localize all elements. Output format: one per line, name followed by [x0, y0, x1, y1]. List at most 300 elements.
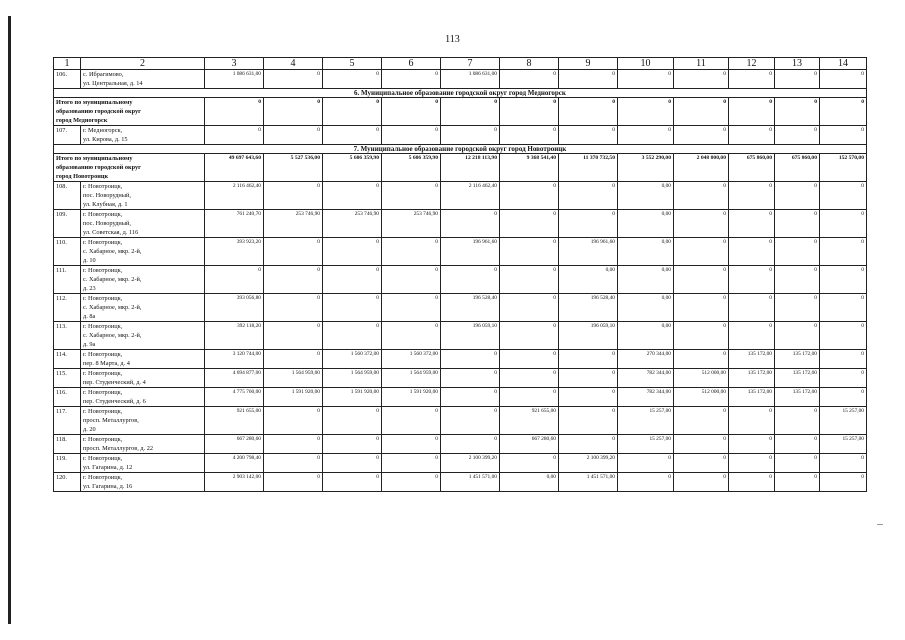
value-cell: 0 [820, 210, 867, 238]
column-header: 11 [674, 58, 729, 70]
page-number: 113 [445, 34, 460, 45]
row-number: 110. [54, 238, 81, 266]
value-cell: 0 [323, 238, 382, 266]
value-cell: 1 451 571,00 [441, 473, 500, 492]
value-cell: 2 100 399,20 [559, 454, 618, 473]
column-header: 1 [54, 58, 81, 70]
address-line: г. Новотроицк, [83, 323, 123, 330]
value-cell: 0 [500, 210, 559, 238]
value-cell: 0 [500, 98, 559, 126]
table-row [54, 294, 867, 322]
column-header: 3 [205, 58, 264, 70]
value-cell: 0,00 [618, 294, 674, 322]
value-cell: 0 [500, 182, 559, 210]
table-row [54, 210, 867, 238]
row-number: 116. [54, 388, 81, 407]
value-cell: 0 [674, 473, 729, 492]
address-line: с. Ибрагимово, [83, 71, 124, 78]
column-header: 14 [820, 58, 867, 70]
value-cell: 270 344,00 [618, 350, 674, 369]
value-cell: 0 [775, 98, 820, 126]
value-cell: 0 [674, 266, 729, 294]
value-cell: 0 [500, 126, 559, 145]
total-label-line: город Новотроицк [56, 173, 109, 180]
value-cell: 0 [264, 473, 323, 492]
column-header: 6 [382, 58, 441, 70]
row-number: 114. [54, 350, 81, 369]
value-cell: 0 [674, 435, 729, 454]
table-row [54, 266, 867, 294]
address-line: с. Хабарное, мкр. 2-й, [83, 248, 142, 255]
value-cell: 0 [820, 182, 867, 210]
value-cell: 0 [500, 369, 559, 388]
value-cell: 0 [820, 473, 867, 492]
value-cell: 0 [729, 407, 775, 435]
address-line: ул. Кирова, д. 15 [83, 136, 128, 143]
address-line: пос. Новорудный, [83, 192, 131, 199]
address-line: г. Новотроицк, [83, 389, 123, 396]
value-cell: 0 [674, 70, 729, 89]
value-cell: 1 591 920,00 [323, 388, 382, 407]
value-cell: 667 280,60 [205, 435, 264, 454]
address-line: г. Новотроицк, [83, 370, 123, 377]
value-cell: 2 100 399,20 [441, 454, 500, 473]
margin-mark [877, 524, 883, 525]
address-line: г. Новотроицк, [83, 295, 123, 302]
section-title: 7. Муниципальное образование городской округ город Новотроицк [54, 145, 867, 154]
table-row [54, 350, 867, 369]
value-cell: 0 [264, 182, 323, 210]
value-cell: 253 746,90 [264, 210, 323, 238]
address-line: с. Хабарное, мкр. 2-й, [83, 332, 142, 339]
section-row [54, 145, 867, 154]
value-cell: 5 606 359,90 [382, 154, 441, 182]
value-cell: 0 [382, 294, 441, 322]
value-cell: 0 [500, 238, 559, 266]
value-cell: 0 [264, 407, 323, 435]
value-cell: 1 564 959,00 [264, 369, 323, 388]
address-cell [81, 369, 205, 388]
address-line: д. 10 [83, 257, 96, 264]
address-line: ул. Клубная, д. 1 [83, 201, 128, 208]
value-cell: 0 [820, 70, 867, 89]
page-margin-bar [8, 16, 11, 624]
value-cell: 0 [500, 350, 559, 369]
value-cell: 0 [729, 266, 775, 294]
value-cell: 0 [382, 182, 441, 210]
value-cell: 0 [775, 70, 820, 89]
value-cell: 5 606 359,90 [323, 154, 382, 182]
value-cell: 921 655,00 [500, 407, 559, 435]
value-cell: 0 [264, 126, 323, 145]
column-header: 8 [500, 58, 559, 70]
value-cell: 0 [674, 126, 729, 145]
value-cell: 0 [559, 350, 618, 369]
address-line: д. 20 [83, 426, 96, 433]
column-header: 13 [775, 58, 820, 70]
address-line: пер. Студенческий, д. 6 [83, 398, 146, 405]
table-row [54, 322, 867, 350]
row-number: 108. [54, 182, 81, 210]
value-cell: 0 [559, 388, 618, 407]
value-cell: 1 560 372,00 [382, 350, 441, 369]
value-cell: 393 923,20 [205, 238, 264, 266]
value-cell: 782 344,00 [618, 369, 674, 388]
value-cell: 0 [500, 322, 559, 350]
value-cell: 0 [323, 454, 382, 473]
table-row [54, 454, 867, 473]
value-cell: 15 257,00 [618, 407, 674, 435]
value-cell: 0 [441, 407, 500, 435]
value-cell: 0 [500, 388, 559, 407]
value-cell: 393 056,80 [205, 294, 264, 322]
value-cell: 0 [820, 350, 867, 369]
value-cell: 0 [775, 454, 820, 473]
address-line: д. 23 [83, 285, 96, 292]
value-cell: 0 [500, 454, 559, 473]
value-cell: 0,00 [618, 182, 674, 210]
table-row [54, 369, 867, 388]
value-cell: 15 257,00 [820, 435, 867, 454]
value-cell: 0 [264, 350, 323, 369]
row-number: 120. [54, 473, 81, 492]
address-cell [81, 350, 205, 369]
value-cell: 0 [729, 473, 775, 492]
value-cell: 0,00 [559, 266, 618, 294]
value-cell: 0 [323, 294, 382, 322]
value-cell: 0 [729, 454, 775, 473]
total-row [54, 98, 867, 126]
value-cell: 9 368 541,40 [500, 154, 559, 182]
value-cell: 0 [205, 98, 264, 126]
value-cell: 0 [382, 407, 441, 435]
address-line: г. Новотроицк, [83, 436, 123, 443]
column-header: 2 [81, 58, 205, 70]
column-header: 10 [618, 58, 674, 70]
value-cell: 0 [323, 70, 382, 89]
table-body [54, 58, 867, 492]
address-cell [81, 182, 205, 210]
address-line: с. Хабарное, мкр. 2-й, [83, 304, 142, 311]
total-label [54, 98, 205, 126]
value-cell: 0 [500, 266, 559, 294]
value-cell: 0 [382, 435, 441, 454]
table-row [54, 473, 867, 492]
value-cell: 0,00 [500, 473, 559, 492]
value-cell: 4 775 760,00 [205, 388, 264, 407]
value-cell: 0 [323, 322, 382, 350]
value-cell: 0 [618, 98, 674, 126]
table-row [54, 70, 867, 89]
address-cell [81, 454, 205, 473]
value-cell: 1 086 631,00 [205, 70, 264, 89]
address-line: г. Новотроицк, [83, 211, 123, 218]
value-cell: 0 [618, 70, 674, 89]
value-cell: 0 [441, 388, 500, 407]
value-cell: 0 [674, 454, 729, 473]
address-line: просп. Металлургов, [83, 417, 139, 424]
value-cell: 135 172,00 [775, 369, 820, 388]
value-cell: 0 [205, 126, 264, 145]
value-cell: 0 [500, 70, 559, 89]
value-cell: 0 [264, 294, 323, 322]
value-cell: 152 570,00 [820, 154, 867, 182]
value-cell: 0 [820, 266, 867, 294]
value-cell: 0,00 [618, 210, 674, 238]
value-cell: 12 218 113,90 [441, 154, 500, 182]
table-row [54, 388, 867, 407]
row-number: 112. [54, 294, 81, 322]
value-cell: 0 [323, 266, 382, 294]
value-cell: 0 [729, 98, 775, 126]
address-line: г. Новотроицк, [83, 351, 123, 358]
column-header: 12 [729, 58, 775, 70]
value-cell: 0 [264, 266, 323, 294]
value-cell: 0 [382, 266, 441, 294]
value-cell: 2 116 462,40 [441, 182, 500, 210]
column-header: 9 [559, 58, 618, 70]
value-cell: 0 [323, 126, 382, 145]
value-cell: 0 [323, 407, 382, 435]
value-cell: 0 [674, 322, 729, 350]
value-cell: 196 059,10 [441, 322, 500, 350]
value-cell: 196 528,40 [559, 294, 618, 322]
value-cell: 675 860,00 [729, 154, 775, 182]
value-cell: 512 000,00 [674, 388, 729, 407]
address-line: ул. Гагарина, д. 12 [83, 464, 133, 471]
funding-table [53, 57, 867, 492]
value-cell: 0,00 [618, 322, 674, 350]
row-number: 117. [54, 407, 81, 435]
column-header: 4 [264, 58, 323, 70]
value-cell: 0 [618, 454, 674, 473]
column-header: 5 [323, 58, 382, 70]
value-cell: 0 [674, 350, 729, 369]
value-cell: 0 [775, 238, 820, 266]
value-cell: 0 [820, 388, 867, 407]
value-cell: 196 059,10 [559, 322, 618, 350]
value-cell: 135 172,00 [729, 369, 775, 388]
value-cell: 0 [559, 98, 618, 126]
value-cell: 4 200 798,40 [205, 454, 264, 473]
address-line: ул. Центральная, д. 14 [83, 80, 143, 87]
value-cell: 0 [264, 98, 323, 126]
address-line: г. Новотроицк, [83, 455, 123, 462]
value-cell: 0 [775, 210, 820, 238]
value-cell: 0 [382, 70, 441, 89]
value-cell: 0 [820, 369, 867, 388]
value-cell: 0 [500, 294, 559, 322]
value-cell: 0 [729, 126, 775, 145]
value-cell: 512 000,00 [674, 369, 729, 388]
value-cell: 1 591 920,00 [382, 388, 441, 407]
value-cell: 0 [323, 435, 382, 454]
value-cell: 0 [674, 407, 729, 435]
address-cell [81, 238, 205, 266]
value-cell: 667 280,60 [500, 435, 559, 454]
value-cell: 0 [674, 210, 729, 238]
value-cell: 253 746,90 [382, 210, 441, 238]
total-label-line: образованию городской округ [56, 164, 142, 171]
value-cell: 4 694 877,00 [205, 369, 264, 388]
value-cell: 0 [264, 322, 323, 350]
value-cell: 0 [559, 210, 618, 238]
value-cell: 0,00 [618, 266, 674, 294]
total-label-line: Итого по муниципальному [56, 155, 133, 162]
section-row [54, 89, 867, 98]
address-cell [81, 407, 205, 435]
total-label [54, 154, 205, 182]
value-cell: 0 [323, 182, 382, 210]
value-cell: 0 [441, 210, 500, 238]
address-line: ул. Советская, д. 116 [83, 229, 139, 236]
row-number: 109. [54, 210, 81, 238]
address-line: д. 9а [83, 341, 96, 348]
value-cell: 1 451 571,00 [559, 473, 618, 492]
value-cell: 0 [820, 454, 867, 473]
value-cell: 0 [729, 294, 775, 322]
value-cell: 0 [559, 182, 618, 210]
address-line: г. Новотроицк, [83, 408, 123, 415]
header-row [54, 58, 867, 70]
value-cell: 0 [264, 435, 323, 454]
value-cell: 135 172,00 [729, 388, 775, 407]
value-cell: 0 [382, 473, 441, 492]
value-cell: 135 172,00 [775, 350, 820, 369]
address-line: пос. Новорудный, [83, 220, 131, 227]
row-number: 119. [54, 454, 81, 473]
value-cell: 1 564 959,00 [323, 369, 382, 388]
address-cell [81, 322, 205, 350]
value-cell: 0 [618, 473, 674, 492]
table-row [54, 238, 867, 266]
total-label-line: образованию городской округ [56, 108, 142, 115]
value-cell: 0 [382, 238, 441, 266]
address-line: пер. Студенческий, д. 4 [83, 379, 146, 386]
address-cell [81, 70, 205, 89]
value-cell: 0 [441, 435, 500, 454]
value-cell: 0 [674, 98, 729, 126]
value-cell: 782 344,00 [618, 388, 674, 407]
value-cell: 0 [382, 98, 441, 126]
value-cell: 196 961,60 [441, 238, 500, 266]
total-row [54, 154, 867, 182]
value-cell: 0 [674, 238, 729, 266]
section-title: 6. Муниципальное образование городской округ город Медногорск [54, 89, 867, 98]
address-cell [81, 388, 205, 407]
value-cell: 0 [729, 70, 775, 89]
value-cell: 0 [559, 435, 618, 454]
value-cell: 0 [729, 182, 775, 210]
value-cell: 135 172,00 [729, 350, 775, 369]
value-cell: 1 086 631,00 [441, 70, 500, 89]
address-cell [81, 210, 205, 238]
value-cell: 3 120 744,00 [205, 350, 264, 369]
value-cell: 0 [441, 98, 500, 126]
row-number: 106. [54, 70, 81, 89]
value-cell: 0 [775, 407, 820, 435]
total-label-line: Итого по муниципальному [56, 99, 133, 106]
value-cell: 0 [264, 454, 323, 473]
value-cell: 1 591 920,00 [264, 388, 323, 407]
address-cell [81, 294, 205, 322]
value-cell: 253 746,90 [323, 210, 382, 238]
value-cell: 0 [382, 454, 441, 473]
value-cell: 0 [559, 407, 618, 435]
value-cell: 0 [382, 322, 441, 350]
address-line: г. Новотроицк, [83, 239, 123, 246]
address-cell [81, 266, 205, 294]
address-line: г. Новотроицк, [83, 474, 123, 481]
value-cell: 0 [264, 70, 323, 89]
value-cell: 3 552 290,00 [618, 154, 674, 182]
address-line: с. Хабарное, мкр. 2-й, [83, 276, 142, 283]
value-cell: 0 [441, 126, 500, 145]
value-cell: 0 [559, 126, 618, 145]
value-cell: 0 [729, 435, 775, 454]
value-cell: 0 [441, 369, 500, 388]
address-line: просп. Металлургов, д. 22 [83, 445, 154, 452]
value-cell: 2 903 142,00 [205, 473, 264, 492]
value-cell: 0 [729, 238, 775, 266]
table-row [54, 435, 867, 454]
address-cell [81, 126, 205, 145]
value-cell: 49 697 643,60 [205, 154, 264, 182]
value-cell: 15 257,00 [618, 435, 674, 454]
column-header: 7 [441, 58, 500, 70]
value-cell: 0 [820, 98, 867, 126]
value-cell: 15 257,00 [820, 407, 867, 435]
row-number: 118. [54, 435, 81, 454]
value-cell: 0 [205, 266, 264, 294]
table-row [54, 126, 867, 145]
value-cell: 0 [674, 294, 729, 322]
value-cell: 0 [820, 126, 867, 145]
value-cell: 921 655,00 [205, 407, 264, 435]
row-number: 115. [54, 369, 81, 388]
total-label-line: город Медногорск [56, 117, 108, 124]
value-cell: 0 [775, 266, 820, 294]
value-cell: 135 172,00 [775, 388, 820, 407]
value-cell: 0 [820, 294, 867, 322]
value-cell: 0 [820, 238, 867, 266]
value-cell: 0 [382, 126, 441, 145]
address-line: г. Новотроицк, [83, 183, 123, 190]
value-cell: 5 527 536,00 [264, 154, 323, 182]
row-number: 107. [54, 126, 81, 145]
address-line: пер. 8 Марта, д. 4 [83, 360, 130, 367]
row-number: 113. [54, 322, 81, 350]
value-cell: 0 [441, 350, 500, 369]
value-cell: 0 [775, 126, 820, 145]
address-line: г. Новотроицк, [83, 267, 123, 274]
value-cell: 196 961,60 [559, 238, 618, 266]
address-line: г. Медногорск, [83, 127, 123, 134]
value-cell: 675 860,00 [775, 154, 820, 182]
value-cell: 0 [775, 435, 820, 454]
value-cell: 0 [775, 322, 820, 350]
value-cell: 196 528,40 [441, 294, 500, 322]
value-cell: 0 [323, 98, 382, 126]
value-cell: 0 [323, 473, 382, 492]
value-cell: 0 [775, 473, 820, 492]
value-cell: 2 116 462,40 [205, 182, 264, 210]
value-cell: 1 564 959,00 [382, 369, 441, 388]
value-cell: 0 [559, 369, 618, 388]
table-row [54, 407, 867, 435]
row-number: 111. [54, 266, 81, 294]
value-cell: 0 [820, 322, 867, 350]
